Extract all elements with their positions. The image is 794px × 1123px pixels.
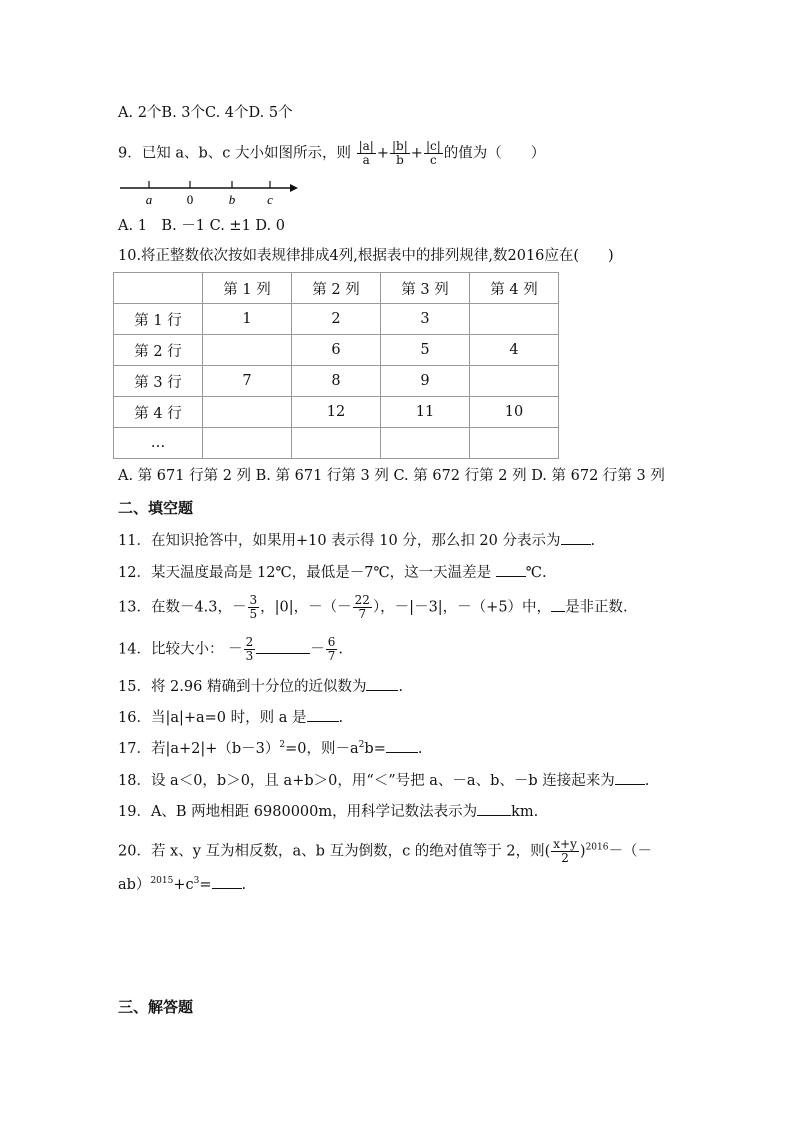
q16-end: . <box>338 710 344 726</box>
table-cell <box>203 335 292 366</box>
answer-blank[interactable] <box>496 562 526 577</box>
q17-text-a: 17．若|a+2|+（b－3） <box>118 741 280 757</box>
q19-end: km. <box>511 804 539 820</box>
fraction-denominator: 2 <box>561 851 569 865</box>
table-cell <box>292 428 381 459</box>
fraction-a <box>357 140 376 167</box>
q12-end: ℃. <box>525 565 547 581</box>
label-c: c <box>267 192 273 207</box>
q13-text-c: ），－|－3|，－（+5）中， <box>372 599 552 616</box>
fraction-numerator: |b| <box>392 139 408 153</box>
q16-text: 16．当|a|+a=0 时，则 a 是 <box>118 710 307 726</box>
q9-options: A. 1 B. －1 C. ±1 D. 0 <box>118 218 285 234</box>
fraction-numerator: 3 <box>249 593 258 607</box>
table-cell: 9 <box>381 366 470 397</box>
exponent: 3 <box>193 876 200 886</box>
fraction-numerator: 22 <box>354 593 370 607</box>
pattern-table <box>113 272 559 459</box>
fraction-denominator: a <box>362 153 370 167</box>
fraction-numerator: 6 <box>327 635 336 649</box>
minus-sign: － <box>310 641 325 658</box>
table-row <box>114 366 559 397</box>
fraction-numerator: |a| <box>358 139 374 153</box>
label-a: a <box>145 192 153 207</box>
q20-text-c: －（－ <box>608 843 652 860</box>
table-cell: 第 1 列 <box>203 273 292 304</box>
table-cell: 3 <box>381 304 470 335</box>
table-row <box>114 304 559 335</box>
table-cell: 12 <box>292 397 381 428</box>
fraction-c <box>424 140 443 167</box>
q18-end: . <box>644 773 650 789</box>
q18 <box>118 770 649 791</box>
q13-text-d: 是非正数. <box>565 599 628 616</box>
table-cell <box>470 428 559 459</box>
table-cell: 11 <box>381 397 470 428</box>
table-header-row <box>114 273 559 304</box>
fraction-2-3 <box>244 636 256 663</box>
label-0: 0 <box>186 192 194 207</box>
fraction-denominator: b <box>396 153 404 167</box>
fraction-6-7 <box>326 636 338 663</box>
q11-end: . <box>590 533 596 549</box>
fraction-denominator: 5 <box>249 607 258 621</box>
q20-line1 <box>118 838 652 865</box>
table-cell: 8 <box>292 366 381 397</box>
fraction-denominator: 7 <box>327 649 336 663</box>
exponent: 2016 <box>585 842 609 853</box>
q19 <box>118 801 538 822</box>
table-cell: 1 <box>203 304 292 335</box>
answer-blank[interactable] <box>307 707 339 722</box>
table-row <box>114 428 559 459</box>
exponent: 2015 <box>150 876 174 886</box>
q16 <box>118 707 343 728</box>
table-cell: 2 <box>292 304 381 335</box>
table-cell <box>114 273 203 304</box>
q20-end: . <box>241 877 247 893</box>
table-row <box>114 397 559 428</box>
q14-end: . <box>338 641 343 658</box>
table-cell: 第 1 行 <box>114 304 203 335</box>
q17-text-c: b= <box>364 741 386 757</box>
plus-sign: + <box>376 145 390 162</box>
table-cell <box>203 397 292 428</box>
q15 <box>118 676 403 697</box>
answer-blank[interactable] <box>615 770 645 785</box>
q13-text-b: ，|0|，－（－ <box>260 599 352 616</box>
q17 <box>118 738 422 759</box>
q12-text: 12．某天温度最高是 12℃，最低是－7℃，这一天温差是 <box>118 565 496 581</box>
q17-text-b: =0，则－a <box>285 741 359 757</box>
q20-line2-a: ab） <box>118 877 151 893</box>
table-cell <box>470 366 559 397</box>
q20-line2-b: +c <box>173 877 194 893</box>
table-row <box>114 335 559 366</box>
fraction-b <box>390 140 410 167</box>
q10-stem: 10.将正整数依次按如表规律排成4列,根据表中的排列规律,数2016应在( ) <box>118 248 614 264</box>
q13-text-a: 13．在数－4.3，－ <box>118 599 247 616</box>
exponent: 2 <box>358 740 365 750</box>
table-cell: 第 2 行 <box>114 335 203 366</box>
fraction-22-7 <box>353 594 372 621</box>
answer-blank[interactable] <box>561 530 591 545</box>
plus-sign: + <box>410 145 423 162</box>
table-cell <box>203 428 292 459</box>
q20-line2 <box>118 874 246 895</box>
q19-text: 19．A、B 两地相距 6980000m，用科学记数法表示为 <box>118 804 478 820</box>
fraction-denominator: c <box>429 153 437 167</box>
q17-end: . <box>417 741 423 757</box>
table-cell: 5 <box>381 335 470 366</box>
fraction-numerator: x+y <box>553 837 577 851</box>
q15-end: . <box>398 679 404 695</box>
q20-text-a: 20．若 x、y 互为相反数，a、b 互为倒数，c 的绝对值等于 2，则( <box>118 843 551 860</box>
q15-text: 15．将 2.96 精确到十分位的近似数为 <box>118 679 367 695</box>
exponent: 2 <box>279 740 286 750</box>
q10-options: A. 第 671 行第 2 列 B. 第 671 行第 3 列 C. 第 672 行第 2 列 D. 第 672 行第 3 列 <box>118 468 665 484</box>
q9-tail: 的值为（ ） <box>443 145 546 162</box>
answer-blank[interactable] <box>256 639 310 654</box>
q9-stem <box>118 140 545 167</box>
table-cell: 第 4 列 <box>470 273 559 304</box>
q11-text: 11．在知识抢答中，如果用+10 表示得 10 分，那么扣 20 分表示为 <box>118 533 561 549</box>
q14 <box>118 636 343 663</box>
q11 <box>118 530 595 551</box>
fraction-numerator: 2 <box>245 635 254 649</box>
fraction-x-plus-y-over-2 <box>551 838 579 865</box>
answer-blank[interactable] <box>212 874 242 889</box>
q20-line2-c: = <box>199 877 212 893</box>
q12 <box>118 562 547 583</box>
table-cell: 第 2 列 <box>292 273 381 304</box>
answer-blank[interactable] <box>386 738 418 753</box>
q14-text: 14．比较大小： <box>118 641 224 658</box>
section-heading-fill-in: 二、填空题 <box>118 499 194 517</box>
fraction-denominator: 3 <box>245 649 254 663</box>
q18-text: 18．设 a＜0，b＞0，且 a+b＞0，用“＜”号把 a、－a、b、－b 连接起来为 <box>118 773 615 789</box>
fraction-numerator: |c| <box>425 139 441 153</box>
table-cell: 6 <box>292 335 381 366</box>
table-cell: 第 3 列 <box>381 273 470 304</box>
number-line-arrow <box>290 184 298 192</box>
table-cell <box>381 428 470 459</box>
q13 <box>118 594 628 621</box>
answer-blank[interactable] <box>366 676 398 691</box>
section-heading-solve: 三、解答题 <box>118 998 194 1016</box>
table-cell: 第 3 行 <box>114 366 203 397</box>
q8-options: A. 2个B. 3个C. 4个D. 5个 <box>118 105 293 121</box>
fraction-3-5 <box>248 594 260 621</box>
number-line <box>118 174 308 208</box>
table-cell: … <box>114 428 203 459</box>
table-cell: 7 <box>203 366 292 397</box>
answer-blank[interactable] <box>551 597 565 612</box>
q20-text-b: ) <box>579 843 586 860</box>
table-cell: 4 <box>470 335 559 366</box>
label-b: b <box>228 192 236 207</box>
table-cell: 第 4 行 <box>114 397 203 428</box>
fraction-denominator: 7 <box>358 607 367 621</box>
table-cell: 10 <box>470 397 559 428</box>
q9-stem-text: 9．已知 a、b、c 大小如图所示，则 <box>118 145 351 162</box>
answer-blank[interactable] <box>477 801 511 816</box>
table-cell <box>470 304 559 335</box>
minus-sign: － <box>228 641 243 658</box>
